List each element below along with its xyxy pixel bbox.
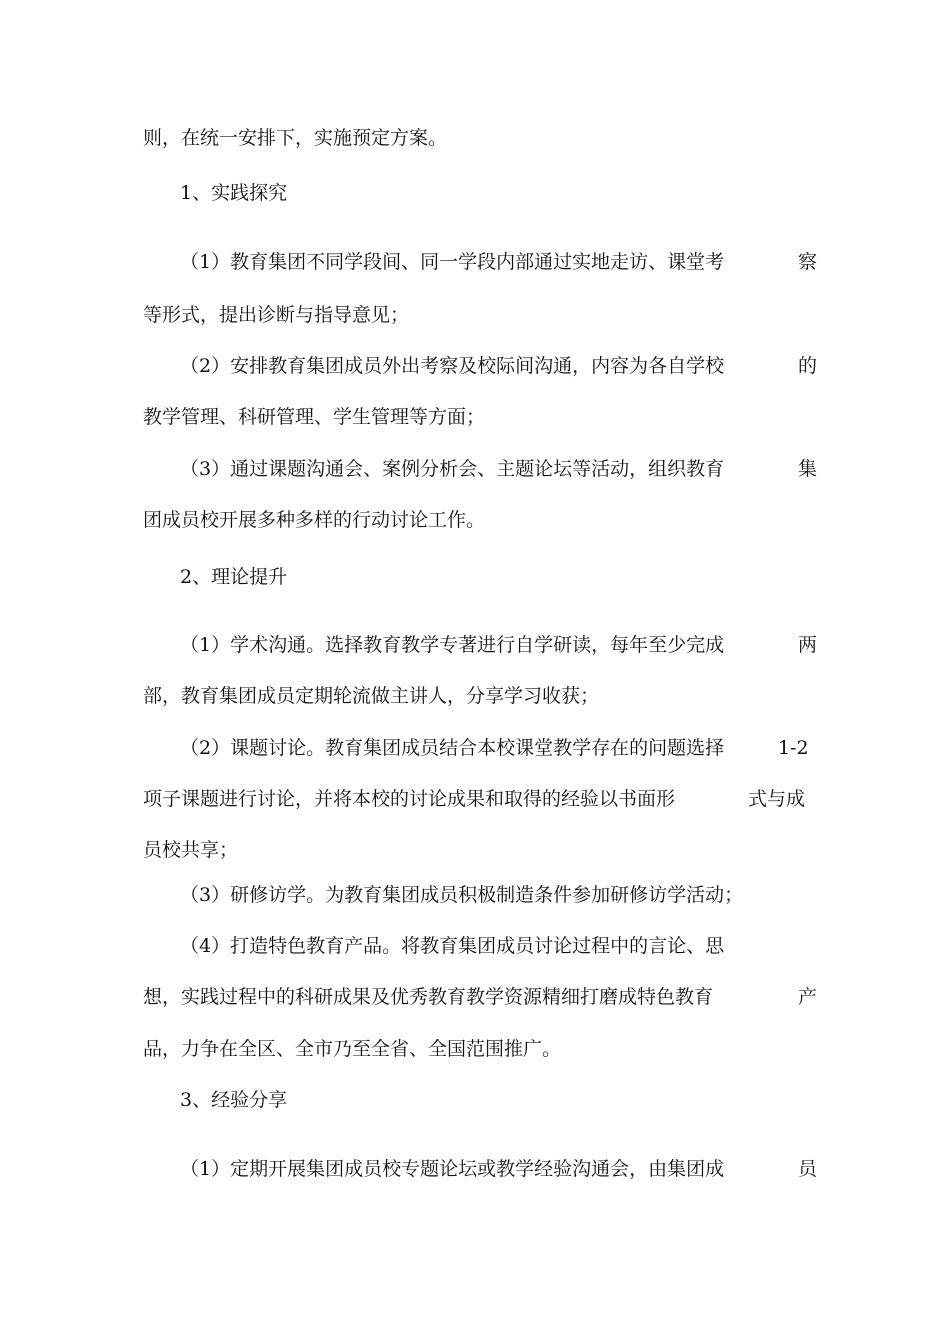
paragraph-line: 教学管理、科研管理、学生管理等方面； [143,406,486,428]
paragraph-line: 想，实践过程中的科研成果及优秀教育教学资源精细打磨成特色教育 [143,986,714,1008]
paragraph-line: 品，力争在全区、全市乃至全省、全国范围推广。 [143,1038,562,1060]
paragraph-line: （1）学术沟通。选择教育教学专著进行自学研读，每年至少完成 [180,634,725,656]
paragraph-line: （3）通过课题沟通会、案例分析会、主题论坛等活动，组织教育 [180,458,725,480]
paragraph-line: 项子课题进行讨论，并将本校的讨论成果和取得的经验以书面形 [143,788,676,810]
paragraph-line: 团成员校开展多种多样的行动讨论工作。 [143,509,486,531]
paragraph-line: （2）课题讨论。教育集团成员结合本校课堂教学存在的问题选择 [180,737,725,759]
section-heading-practice: 1、实践探究 [180,182,288,204]
paragraph-line-tail: 式与成 [748,788,806,810]
paragraph-line: （1）教育集团不同学段间、同一学段内部通过实地走访、课堂考 [180,251,725,273]
paragraph-line-tail: 1-2 [778,737,809,759]
paragraph-line-tail: 员 [798,1158,818,1180]
section-heading-theory: 2、理论提升 [180,566,288,588]
paragraph-line: 员校共享； [143,839,239,861]
paragraph-line-tail: 集 [798,458,818,480]
paragraph-line: （2）安排教育集团成员外出考察及校际间沟通，内容为各自学校 [180,355,725,377]
paragraph-line-tail: 的 [798,355,818,377]
paragraph-line: （4）打造特色教育产品。将教育集团成员讨论过程中的言论、思 [180,935,725,957]
paragraph-line: （1）定期开展集团成员校专题论坛或教学经验沟通会，由集团成 [180,1158,725,1180]
paragraph-line: 等形式，提出诊断与指导意见； [143,304,410,326]
paragraph-line: 则，在统一安排下，实施预定方案。 [143,127,448,149]
paragraph-line: 部，教育集团成员定期轮流做主讲人，分享学习收获； [143,685,600,707]
section-heading-experience: 3、经验分享 [180,1089,288,1111]
paragraph-line: （3）研修访学。为教育集团成员积极制造条件参加研修访学活动； [180,884,744,906]
paragraph-line-tail: 两 [798,634,818,656]
paragraph-line-tail: 察 [798,251,818,273]
paragraph-line-tail: 产 [798,986,818,1008]
